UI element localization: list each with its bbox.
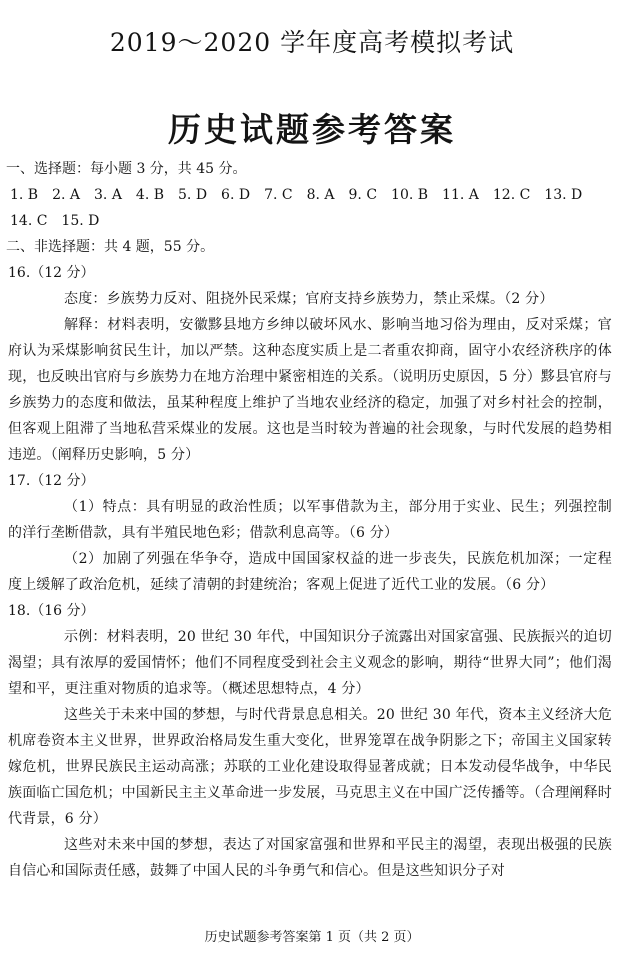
q17-number: 17.（12 分）	[8, 473, 95, 489]
q16-attitude: 态度：乡族势力反对、阻挠外民采煤；官府支持乡族势力，禁止采煤。（2 分）	[64, 291, 554, 307]
answer-content	[0, 156, 624, 884]
multiple-choice-answers-line1: 1. B 2. A 3. A 4. B 5. D 6. D 7. C 8. A 9. C 10. B 11. A 12. C 13. D	[10, 187, 583, 203]
q18-paragraph-1: 示例：材料表明，20 世纪 30 年代，中国知识分子流露出对国家富强、民族振兴的迫切渴望；具有浓厚的爱国情怀；他们不同程度受到社会主义观念的影响，期待“世界大同”；他们渴望和平，更注重对物质的追求等。（概述思想特点，4 分）	[8, 629, 612, 697]
multiple-choice-answers-line2: 14. C 15. D	[10, 213, 100, 229]
part2-heading: 二、非选择题：共 4 题，55 分。	[6, 239, 215, 255]
part1-heading: 一、选择题：每小题 3 分，共 45 分。	[6, 161, 247, 177]
q16-number: 16.（12 分）	[8, 265, 95, 281]
q17-part2: （2）加剧了列强在华争夺，造成中国国家权益的进一步丧失，民族危机加深；一定程度上缓解了政治危机，延续了清朝的封建统治；客观上促进了近代工业的发展。（6 分）	[8, 551, 612, 593]
q16-explanation: 解释：材料表明，安徽黟县地方乡绅以破坏风水、影响当地习俗为理由，反对采煤；官府认为采煤影响贫民生计，加以严禁。这种态度实质上是二者重农抑商，固守小农经济秩序的体现，也反映出官府与乡族势力在地方治理中紧密相连的关系。（说明历史原因，5 分）黟县官府与乡族势力的态度和做法，虽某种程度上维护了当地农业经济的稳定，加强了对乡村社会的控制，但客观上阻滞了当地私营采煤业的发展。这也是当时较为普遍的社会现象，与时代发展的趋势相违逆。（阐释历史影响，5 分）	[8, 317, 612, 463]
q18-paragraph-3: 这些对未来中国的梦想，表达了对国家富强和世界和平民主的渴望，表现出极强的民族自信心和国际责任感，鼓舞了中国人民的斗争勇气和信心。但是这些知识分子对	[8, 837, 612, 879]
q18-paragraph-2: 这些关于未来中国的梦想，与时代背景息息相关。20 世纪 30 年代，资本主义经济大危机席卷资本主义世界，世界政治格局发生重大变化，世界笼罩在战争阴影之下；帝国主义国家转嫁危机，世界民族民主运动高涨；苏联的工业化建设取得显著成就；日本发动侵华战争，中华民族面临亡国危机；中国新民主主义革命进一步发展，马克思主义在中国广泛传播等。（合理阐释时代背景，6 分）	[8, 707, 612, 827]
q18-number: 18.（16 分）	[8, 603, 95, 619]
q17-part1: （1）特点：具有明显的政治性质；以军事借款为主，部分用于实业、民生；列强控制的洋行垄断借款，具有半殖民地色彩；借款利息高等。（6 分）	[8, 499, 612, 541]
document-title: 历史试题参考答案	[168, 110, 456, 149]
exam-title: 2019～2020 学年度高考模拟考试	[109, 28, 515, 57]
page-footer: 历史试题参考答案第 1 页（共 2 页）	[204, 930, 420, 945]
